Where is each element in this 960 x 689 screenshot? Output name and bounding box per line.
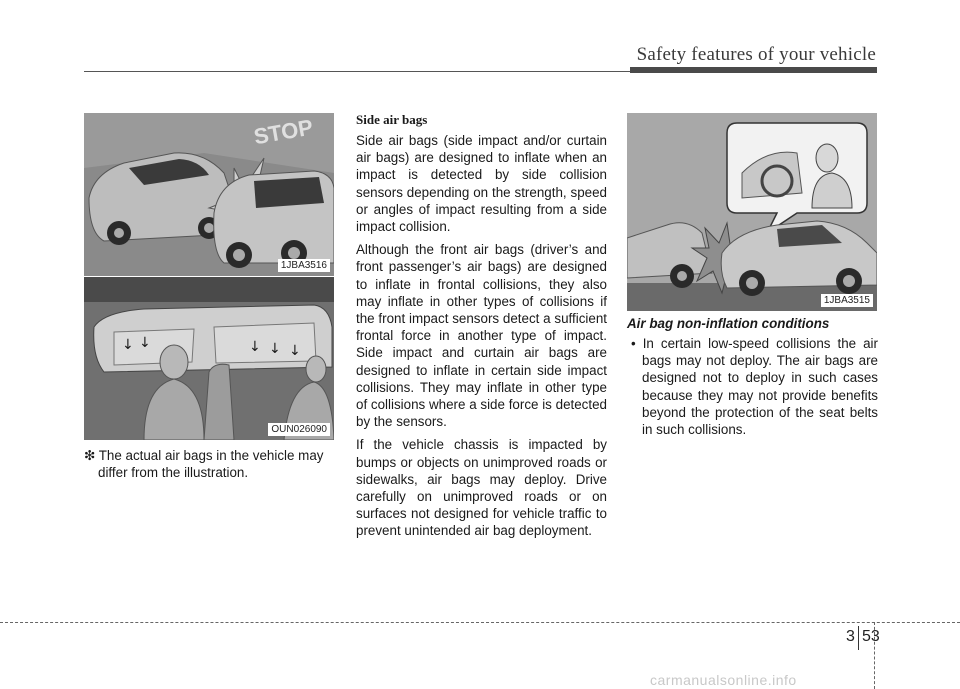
svg-text:↓: ↓: [122, 337, 134, 353]
curtain-airbag-illustration: [84, 277, 334, 440]
paragraph: If the vehicle chassis is impacted by bumps or objects on unimproved roads or sidewalks, air bags may deploy. Drive carefully on unimproved roads or on surfaces not designed for vehicle traffic to prevent unintended air bag deployment.: [356, 437, 607, 539]
non-inflation-section: [627, 316, 878, 438]
list-item: • In certain low-speed collisions the air bags may not deploy. The air bags are designed not to deploy in such cases because they may not provide benefits beyond the protection of the seat belts in such collisions.: [631, 336, 878, 438]
figure-code-label: 1JBA3516: [278, 259, 330, 272]
watermark: carmanualsonline.info: [650, 672, 797, 688]
svg-text:↓: ↓: [269, 341, 281, 357]
figure-side-collision: [84, 113, 334, 276]
figure-code-label: 1JBA3515: [821, 294, 873, 307]
svg-text:↓: ↓: [249, 339, 261, 355]
svg-text:STOP: STOP: [251, 114, 315, 150]
figure-side-impact-driver: [627, 113, 877, 311]
section-heading: Side air bags: [356, 112, 428, 127]
figure-code-label: OUN026090: [268, 423, 330, 436]
svg-text:↓: ↓: [289, 343, 301, 359]
header-accent-bar: [630, 67, 877, 73]
page-number-separator: [858, 626, 859, 650]
paragraph: Side air bags (side impact and/or curtain air bags) are designed to inflate when an impact is detected by side collision sensors depending on the strength, speed or angles of impact resulting from a side impact collision.: [356, 133, 607, 235]
chapter-number: 3: [846, 628, 855, 645]
illustration-note: ❇ The actual air bags in the vehicle may differ from the illustration.: [84, 448, 324, 481]
side-airbags-section: [356, 112, 607, 540]
paragraph: Although the front air bags (driver’s and front passenger’s air bags) are designed to inflate in frontal collisions, they also may inflate in other types of collisions if the front impact sensors detect a sufficient frontal force in another type of impact. Side impact and curtain air bags are designed to inflate in certain side impact collisions. They may inflate in other type of collisions where a side force is detected by the sensors.: [356, 242, 607, 430]
figure-curtain-airbags: [84, 277, 334, 440]
side-impact-driver-illustration: [627, 113, 877, 311]
page-header-title: Safety features of your vehicle: [636, 44, 876, 65]
page-number: 53: [862, 628, 880, 645]
svg-text:↓: ↓: [139, 335, 151, 351]
side-collision-illustration: [84, 113, 334, 276]
section-heading: Air bag non-inflation conditions: [627, 316, 830, 331]
footer-rule: [0, 622, 960, 623]
